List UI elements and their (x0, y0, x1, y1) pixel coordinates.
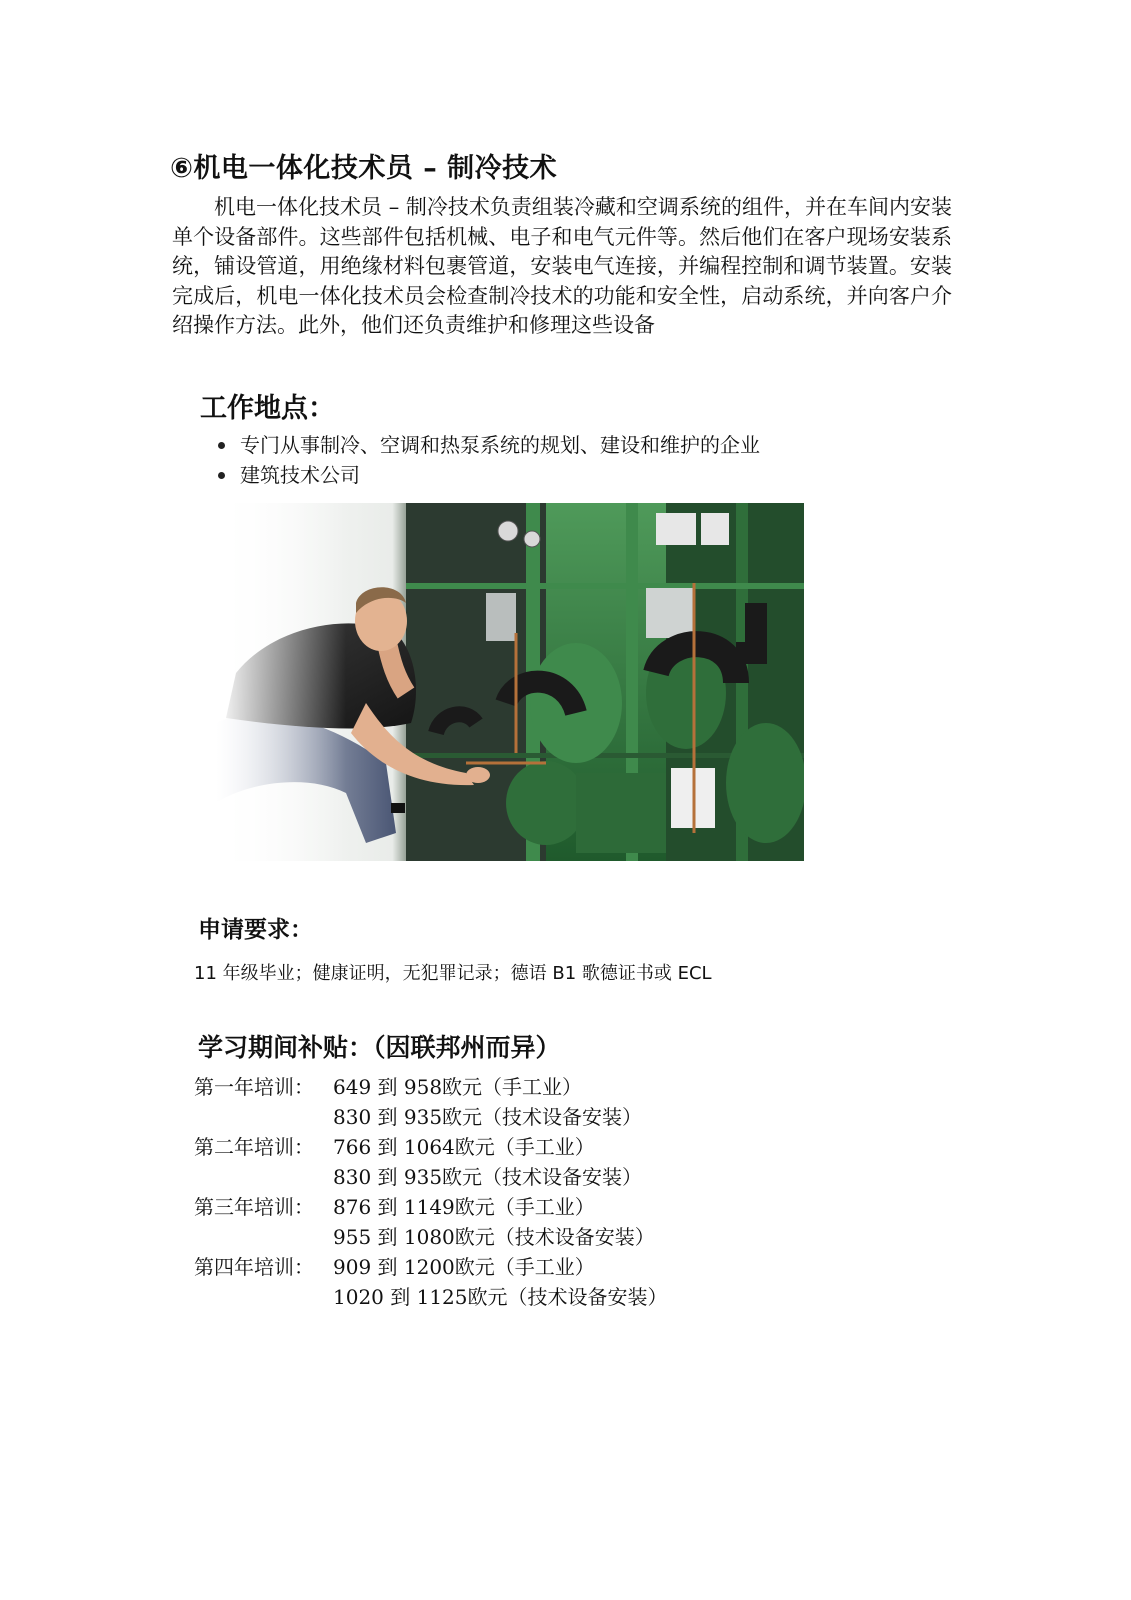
amount-value: 766 到 1064欧元（手工业） (333, 1135, 595, 1159)
year-label: 第二年培训： (194, 1135, 314, 1159)
amount-value: 1020 到 1125欧元（技术设备安装） (333, 1285, 668, 1309)
amount-value: 909 到 1200欧元（手工业） (333, 1255, 595, 1279)
list-item: 建筑技术公司 (218, 460, 760, 490)
amount-value: 830 到 935欧元（技术设备安装） (333, 1165, 643, 1189)
table-row (194, 1102, 668, 1132)
page-title: ⑥机电一体化技术员 – 制冷技术 (170, 153, 558, 184)
year-label: 第四年培训： (194, 1255, 314, 1279)
table-row (194, 1162, 668, 1192)
table-row (194, 1222, 668, 1252)
allowance-table (194, 1072, 668, 1312)
requirements-text: 11 年级毕业；健康证明，无犯罪记录；德语 B1 歌德证书或 ECL (194, 963, 712, 984)
table-row (194, 1252, 668, 1282)
year-label (194, 1222, 333, 1252)
table-row (194, 1132, 668, 1162)
amount-value: 955 到 1080欧元（技术设备安装） (333, 1225, 655, 1249)
workplace-list (218, 430, 760, 490)
table-row (194, 1282, 668, 1312)
year-label (194, 1282, 333, 1312)
year-label: 第三年培训： (194, 1195, 314, 1219)
table-row (194, 1072, 668, 1102)
year-label: 第一年培训： (194, 1075, 314, 1099)
list-item: 专门从事制冷、空调和热泵系统的规划、建设和维护的企业 (218, 430, 760, 460)
year-label (194, 1162, 333, 1192)
requirements-heading: 申请要求： (198, 917, 313, 943)
amount-value: 876 到 1149欧元（手工业） (333, 1195, 595, 1219)
allowance-heading: 学习期间补贴：（因联邦州而异） (198, 1033, 561, 1062)
amount-value: 830 到 935欧元（技术设备安装） (333, 1105, 643, 1129)
year-label (194, 1102, 333, 1132)
intro-paragraph: 机电一体化技术员 – 制冷技术负责组装冷藏和空调系统的组件，并在车间内安装单个设备部件。这些部件包括机械、电子和电气元件等。然后他们在客户现场安装系统，铺设管道，用绝缘材料包裹管道，安装电气连接，并编程控制和调节装置。安装完成后，机电一体化技术员会检查制冷技术的功能和安全性，启动系统，并向客户介绍操作方法。此外，他们还负责维护和修理这些设备 (172, 195, 952, 337)
refrigeration-technician-photo (216, 503, 804, 861)
amount-value: 649 到 958欧元（手工业） (333, 1075, 583, 1099)
workplace-heading: 工作地点： (200, 393, 335, 424)
table-row (194, 1192, 668, 1222)
